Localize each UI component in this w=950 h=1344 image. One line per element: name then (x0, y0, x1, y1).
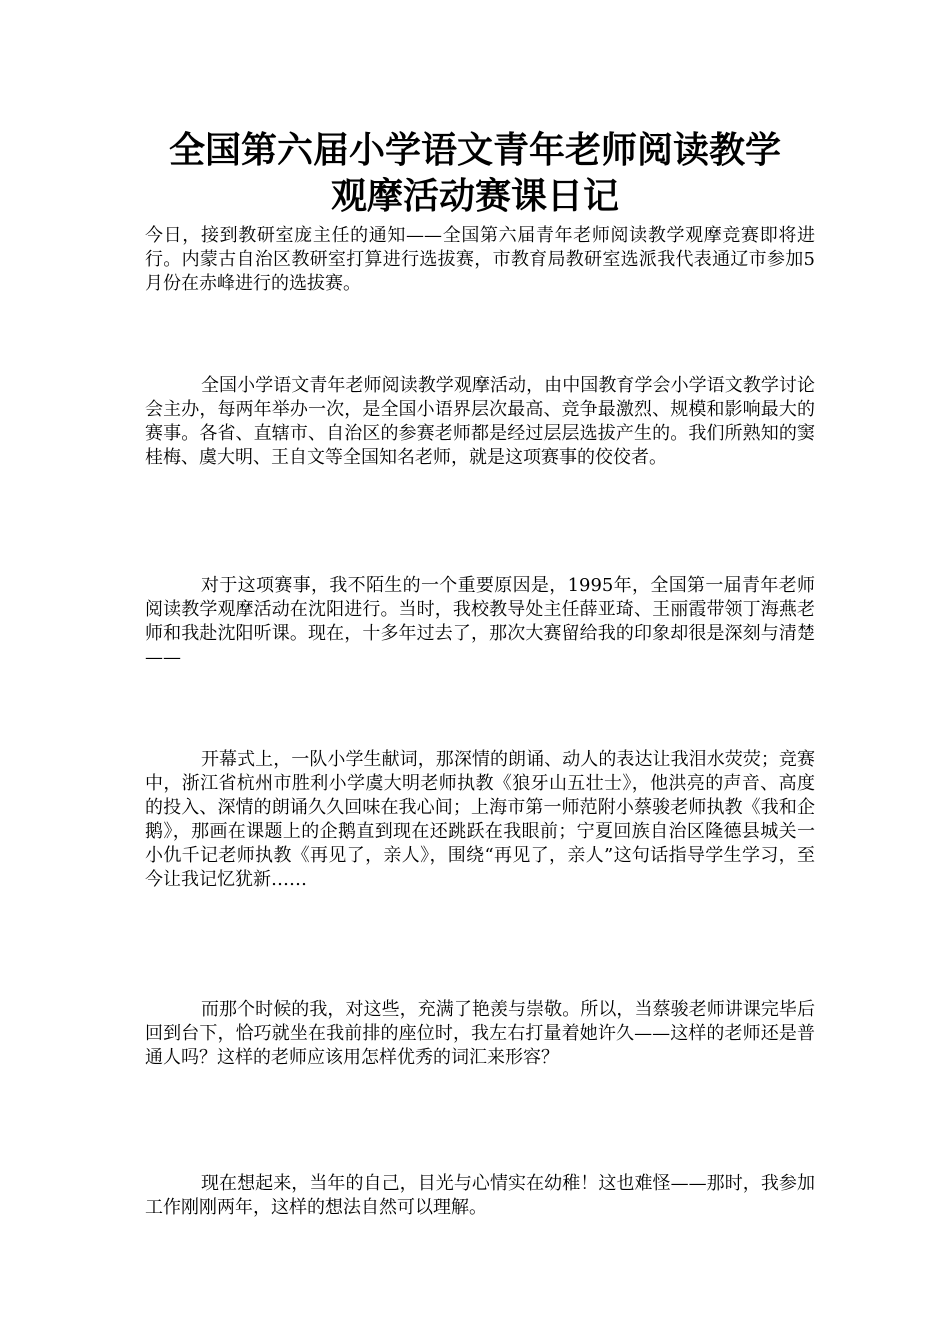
paragraph-notice: 今日，接到教研室庞主任的通知——全国第六届青年老师阅读教学观摩竞赛即将进行。内蒙古自治区教研室打算进行选拔赛，市教育局教研室选派我代表通辽市参加5月份在赤峰进行的选拔赛。 (145, 225, 815, 294)
paragraph-admiration: 而那个时候的我，对这些，充满了艳羡与崇敬。所以，当蔡骏老师讲课完毕后回到台下，恰巧就坐在我前排的座位时，我左右打量着她许久——这样的老师还是普通人吗？这样的老师应该用怎样优秀的词汇来形容？ (145, 999, 815, 1068)
document-title-line-1: 全国第六届小学语文青年老师阅读教学 (168, 130, 781, 171)
paragraph-reflection: 现在想起来，当年的自己，目光与心情实在幼稚！这也难怪——那时，我参加工作刚刚两年，这样的想法自然可以理解。 (145, 1173, 815, 1218)
paragraph-event-intro: 全国小学语文青年老师阅读教学观摩活动，由中国教育学会小学语文教学讨论会主办，每两年举办一次，是全国小语界层次最高、竞争最激烈、规模和影响最大的赛事。各省、直辖市、自治区的参赛老师都是经过层层选拔产生的。我们所熟知的窦桂梅、虞大明、王自文等全国知名老师，就是这项赛事的佼佼者。 (145, 375, 815, 468)
paragraph-1995-memory: 对于这项赛事，我不陌生的一个重要原因是，1995年，全国第一届青年老师阅读教学观摩活动在沈阳进行。当时，我校教导处主任薛亚琦、王丽霞带领丁海燕老师和我赴沈阳听课。现在，十多年过去了，那次大赛留给我的印象却很是深刻与清楚—— (145, 575, 815, 668)
document-title-line-2: 观摩活动赛课日记 (330, 176, 619, 217)
paragraph-contest-impressions: 开幕式上，一队小学生献词，那深情的朗诵、动人的表达让我泪水荧荧；竞赛中，浙江省杭州市胜利小学虞大明老师执教《狼牙山五壮士》，他洪亮的声音、高度的投入、深情的朗诵久久回味在我心间；上海市第一师范附小蔡骏老师执教《我和企鹅》，那画在课题上的企鹅直到现在还跳跃在我眼前；宁夏回族自治区隆德县城关一小仇千记老师执教《再见了，亲人》，围绕“再见了，亲人”这句话指导学生学习，至今让我记忆犹新…… (145, 749, 815, 890)
